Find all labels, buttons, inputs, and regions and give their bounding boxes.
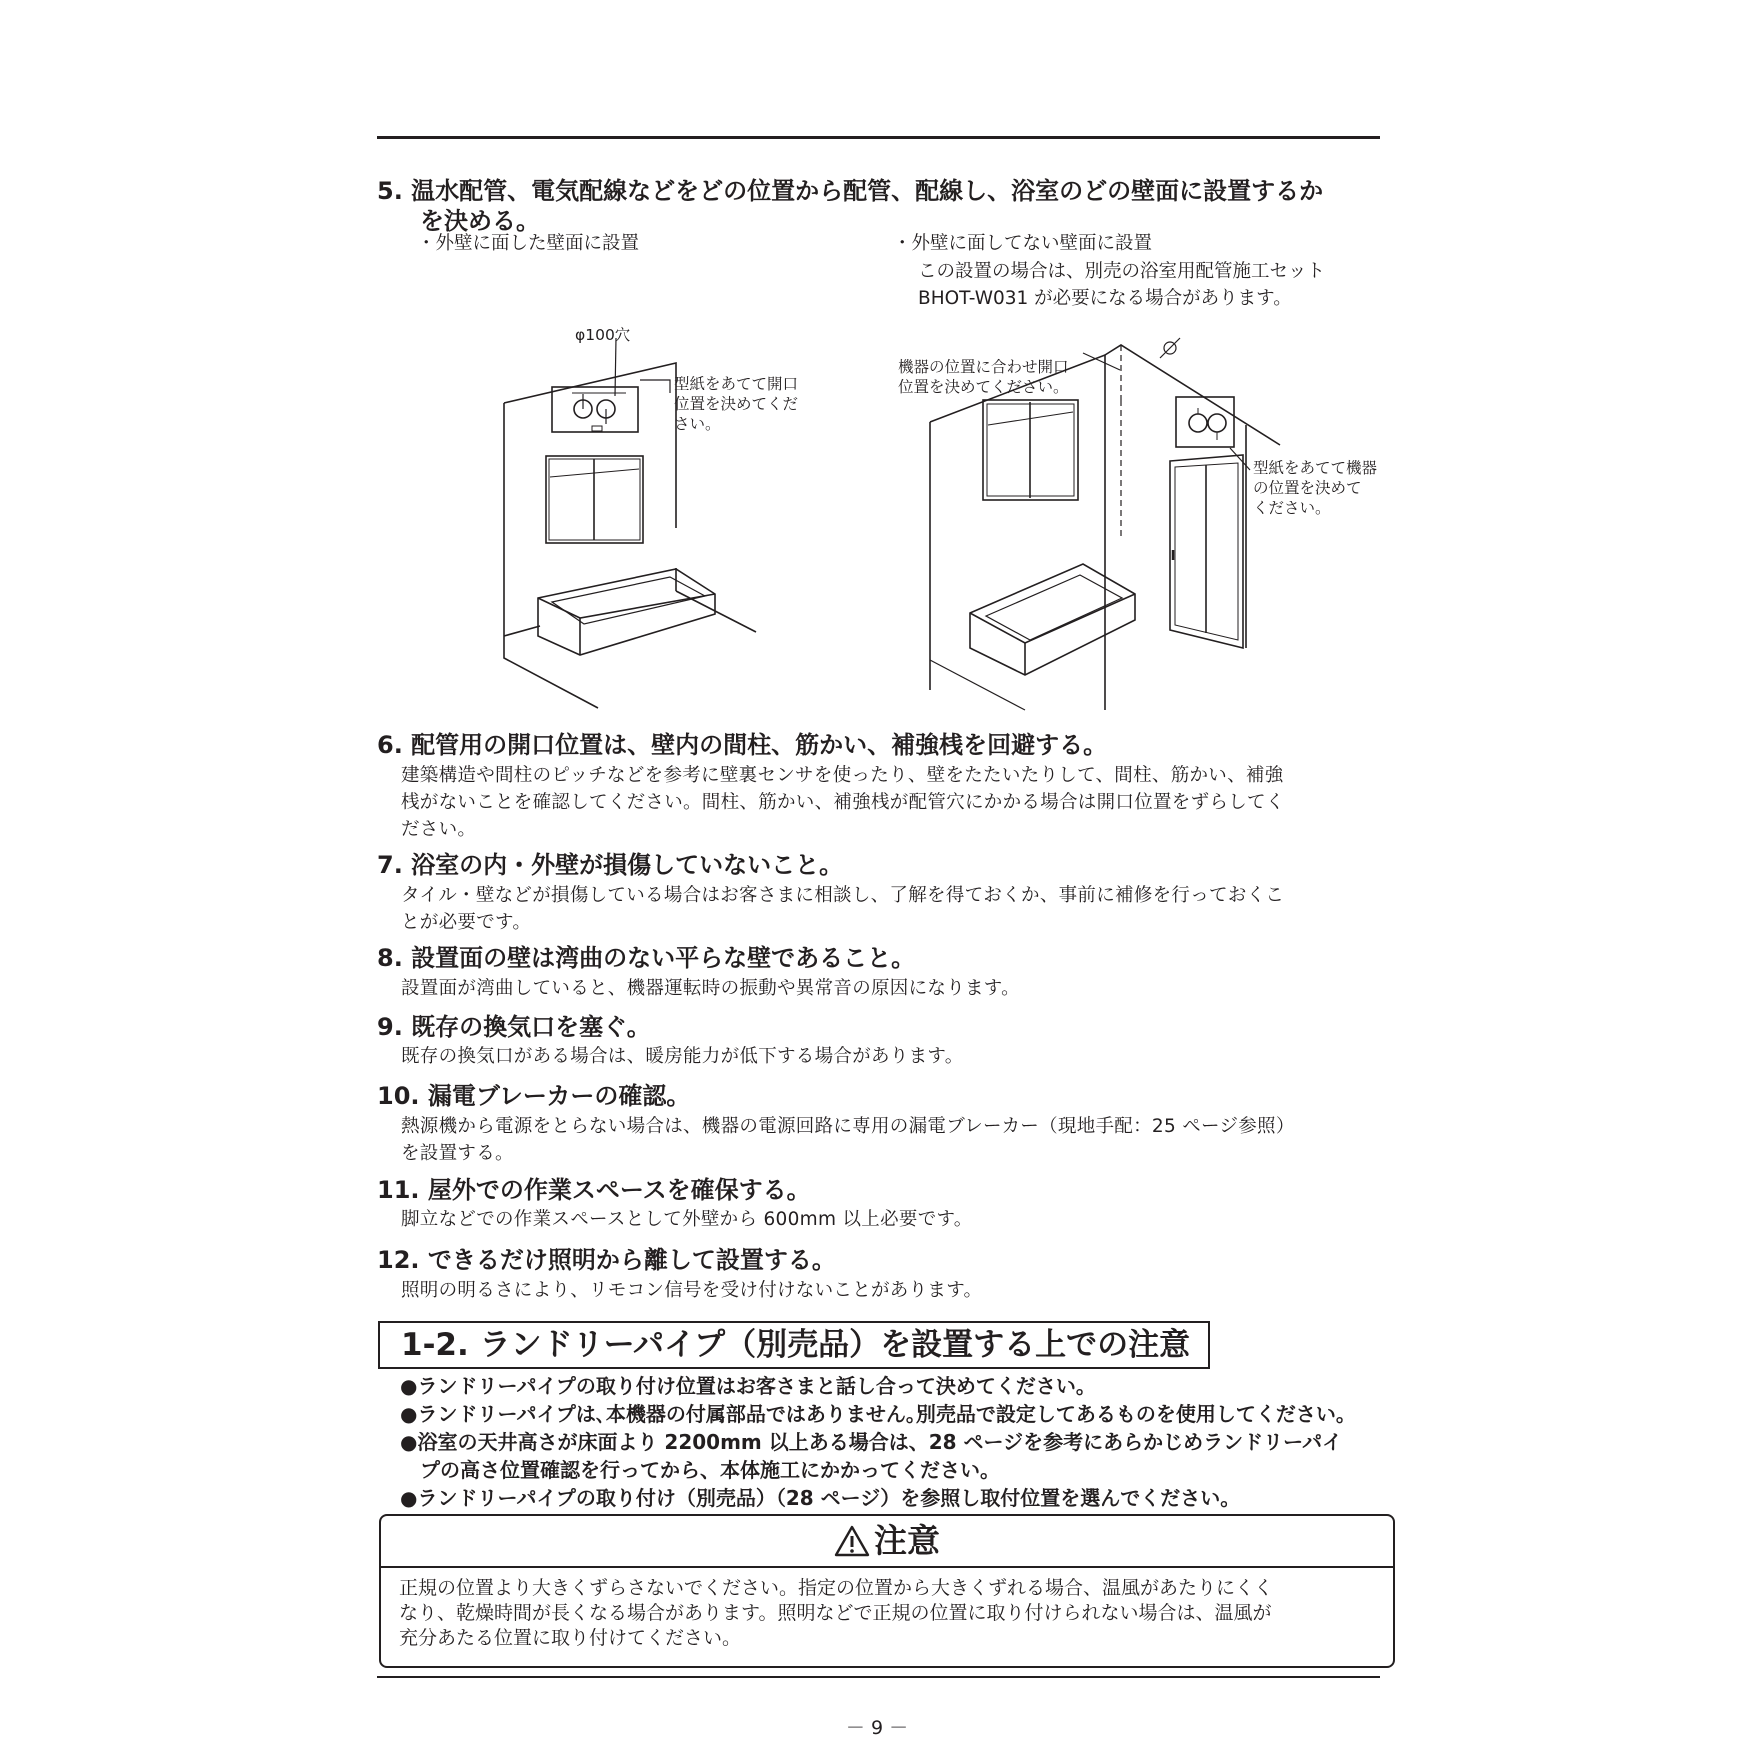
- item8-body: [401, 975, 1386, 1002]
- bullet-3-continued: プの高さ位置確認を行ってから、本体施工にかかってください。: [400, 1458, 1000, 1482]
- item12-body: [401, 1277, 1386, 1304]
- item7-line: タイル・壁などが損傷している場合はお客さまに相談し、了解を得ておくか、事前に補修を行っておくこ: [401, 885, 1285, 906]
- hole-label: φ100穴: [575, 326, 631, 344]
- right-opening-note-line2: 位置を決めてください。: [898, 378, 1069, 396]
- page-number: － 9 －: [845, 1717, 909, 1739]
- left-figure-caption: ・外壁に面した壁面に設置: [417, 233, 640, 254]
- item6-line: 桟がないことを確認してください。間柱、筋かい、補強桟が配管穴にかかる場合は開口位置をずらしてく: [401, 792, 1285, 813]
- bullet-4: ●ランドリーパイプの取り付け（別売品）（28 ページ）を参照し取付位置を選んでください。: [400, 1486, 1241, 1510]
- item7-body: [401, 882, 1386, 936]
- item7-line: とが必要です。: [401, 912, 532, 933]
- item10-line: 熱源機から電源をとらない場合は、機器の電源回路に専用の漏電ブレーカー（現地手配：25 ページ参照）: [401, 1116, 1295, 1137]
- bullet-1: ●ランドリーパイプの取り付け位置はお客さまと話し合って決めてください。: [400, 1374, 1096, 1398]
- caution-box: [379, 1514, 1395, 1668]
- right-template-note-line3: ください。: [1253, 499, 1331, 517]
- left-template-note-line1: 型紙をあてて開口: [674, 375, 799, 393]
- item5-heading-line2: を決める。: [420, 207, 540, 235]
- caution-line: 正規の位置より大きくずらさないでください。指定の位置から大きくずれる場合、温風があたりにくく: [399, 1577, 1274, 1599]
- item6-line: ださい。: [401, 819, 477, 840]
- item11-heading: 11. 屋外での作業スペースを確保する。: [377, 1176, 811, 1204]
- left-template-note-line3: さい。: [674, 415, 721, 433]
- caution-title: [834, 1520, 940, 1562]
- bottom-rule: [377, 1676, 1380, 1678]
- item10-body: [401, 1113, 1386, 1167]
- right-figure-note-line2: BHOT-W031 が必要になる場合があります。: [918, 288, 1292, 309]
- item6-body: [401, 762, 1386, 843]
- item6-heading: 6. 配管用の開口位置は、壁内の間柱、筋かい、補強桟を回避する。: [377, 731, 1108, 759]
- right-template-note-line2: の位置を決めて: [1253, 479, 1362, 497]
- device-template-rect: [552, 387, 638, 432]
- right-template-note-line1: 型紙をあてて機器: [1253, 459, 1378, 477]
- right-opening-note-line1: 機器の位置に合わせ開口: [898, 358, 1069, 376]
- section-title-box: 1-2. ランドリーパイプ（別売品）を設置する上での注意: [378, 1321, 1210, 1369]
- item5-heading-line1: 5. 温水配管、電気配線などをどの位置から配管、配線し、浴室のどの壁面に設置するか: [377, 177, 1324, 205]
- caution-body: [399, 1576, 1379, 1651]
- item9-heading: 9. 既存の換気口を塞ぐ。: [377, 1013, 651, 1041]
- item10-heading: 10. 漏電ブレーカーの確認。: [377, 1082, 691, 1110]
- item7-heading: 7. 浴室の内・外壁が損傷していないこと。: [377, 851, 844, 879]
- item8-line: 設置面が湾曲していると、機器運転時の振動や異常音の原因になります。: [401, 978, 1020, 999]
- item11-body: [401, 1206, 1386, 1233]
- bullet-3: ●浴室の天井高さが床面より 2200mm 以上ある場合は、28 ページを参考にあらかじめランドリーパイ: [400, 1430, 1343, 1454]
- bullet-2: ●ランドリーパイプは､本機器の付属部品ではありません｡別売品で設定してあるものを使用してください｡: [400, 1402, 1346, 1426]
- left-template-note-line2: 位置を決めてくだ: [674, 395, 799, 413]
- caution-line: 充分あたる位置に取り付けてください。: [399, 1627, 742, 1649]
- item6-line: 建築構造や間柱のピッチなどを参考に壁裏センサを使ったり、壁をたたいたりして、間柱、筋かい、補強: [401, 765, 1284, 786]
- bathtub: [538, 569, 715, 655]
- item10-line: を設置する。: [401, 1143, 514, 1164]
- caution-line: なり、乾燥時間が長くなる場合があります。照明などで正規の位置に取り付けられない場合は、温風が: [399, 1602, 1272, 1624]
- item12-line: 照明の明るさにより、リモコン信号を受け付けないことがあります。: [401, 1280, 983, 1301]
- caution-title-text: 注意: [874, 1521, 940, 1560]
- right-figure-note-line1: この設置の場合は、別売の浴室用配管施工セット: [918, 261, 1326, 282]
- bathtub: [970, 564, 1135, 675]
- item9-line: 既存の換気口がある場合は、暖房能力が低下する場合があります。: [401, 1046, 964, 1067]
- warning-triangle-icon: [834, 1525, 870, 1557]
- item11-line: 脚立などでの作業スペースとして外壁から 600mm 以上必要です。: [401, 1209, 973, 1230]
- item12-heading: 12. できるだけ照明から離して設置する。: [377, 1246, 836, 1274]
- item5-heading: [377, 176, 1323, 236]
- top-rule: [377, 136, 1380, 139]
- item8-heading: 8. 設置面の壁は湾曲のない平らな壁であること。: [377, 944, 916, 972]
- caution-header: [381, 1516, 1393, 1568]
- item9-body: [401, 1043, 1386, 1070]
- right-figure-caption: ・外壁に面してない壁面に設置: [893, 233, 1153, 254]
